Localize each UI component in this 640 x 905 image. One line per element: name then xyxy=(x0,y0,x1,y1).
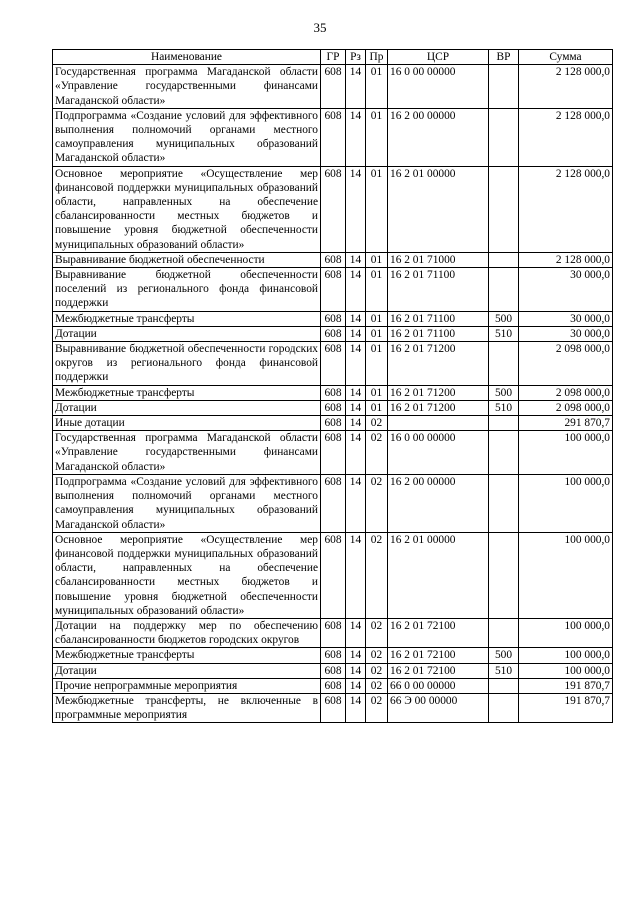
cell-rz: 14 xyxy=(346,108,366,166)
cell-rz: 14 xyxy=(346,311,366,326)
cell-gr: 608 xyxy=(321,532,346,618)
cell-rz: 14 xyxy=(346,166,366,252)
cell-pr: 01 xyxy=(366,108,388,166)
cell-vr: 500 xyxy=(489,385,519,400)
table-row xyxy=(53,385,613,400)
cell-rz: 14 xyxy=(346,385,366,400)
cell-rz: 14 xyxy=(346,532,366,618)
cell-rz: 14 xyxy=(346,678,366,693)
cell-rz: 14 xyxy=(346,326,366,341)
cell-vr: 510 xyxy=(489,326,519,341)
cell-pr: 01 xyxy=(366,342,388,386)
cell-gr: 608 xyxy=(321,166,346,252)
cell-name: Государственная программа Магаданской области «Управление государственными финансами Магаданской области» xyxy=(53,65,321,109)
table-row xyxy=(53,532,613,618)
cell-name: Межбюджетные трансферты xyxy=(53,311,321,326)
cell-rz: 14 xyxy=(346,252,366,267)
table-row xyxy=(53,663,613,678)
table-row xyxy=(53,65,613,109)
header-vr: ВР xyxy=(489,50,519,65)
table-row xyxy=(53,618,613,647)
cell-rz: 14 xyxy=(346,342,366,386)
cell-vr xyxy=(489,678,519,693)
cell-vr xyxy=(489,618,519,647)
cell-vr xyxy=(489,108,519,166)
cell-vr: 500 xyxy=(489,648,519,663)
cell-name: Иные дотации xyxy=(53,416,321,431)
cell-pr: 01 xyxy=(366,252,388,267)
cell-name: Основное мероприятие «Осуществление мер финансовой поддержки муниципальных образований области, направленных на обеспечение сбалансированности местных бюджетов и повышение уровня бюджетной обеспеченности муниципальных образований области» xyxy=(53,532,321,618)
cell-name: Выравнивание бюджетной обеспеченности поселений из регионального фонда финансовой поддержки xyxy=(53,268,321,312)
cell-sum: 2 128 000,0 xyxy=(519,65,613,109)
cell-sum: 30 000,0 xyxy=(519,311,613,326)
table-row xyxy=(53,268,613,312)
cell-sum: 30 000,0 xyxy=(519,326,613,341)
cell-pr: 01 xyxy=(366,166,388,252)
cell-pr: 02 xyxy=(366,648,388,663)
cell-pr: 02 xyxy=(366,663,388,678)
cell-gr: 608 xyxy=(321,400,346,415)
table-header-row xyxy=(53,50,613,65)
header-name: Наименование xyxy=(53,50,321,65)
cell-csr: 16 2 01 72100 xyxy=(388,618,489,647)
cell-vr xyxy=(489,693,519,722)
cell-name: Межбюджетные трансферты xyxy=(53,648,321,663)
cell-vr: 510 xyxy=(489,400,519,415)
cell-csr: 16 2 00 00000 xyxy=(388,474,489,532)
header-csr: ЦСР xyxy=(388,50,489,65)
table-row xyxy=(53,431,613,475)
cell-gr: 608 xyxy=(321,618,346,647)
cell-gr: 608 xyxy=(321,648,346,663)
cell-sum: 2 098 000,0 xyxy=(519,385,613,400)
cell-gr: 608 xyxy=(321,663,346,678)
cell-gr: 608 xyxy=(321,385,346,400)
cell-name: Подпрограмма «Создание условий для эффективного выполнения полномочий органами местного самоуправления муниципальных образований Магаданской области» xyxy=(53,474,321,532)
cell-name: Прочие непрограммные мероприятия xyxy=(53,678,321,693)
cell-sum: 30 000,0 xyxy=(519,268,613,312)
table-row xyxy=(53,648,613,663)
cell-csr: 16 2 01 71200 xyxy=(388,400,489,415)
cell-csr: 66 0 00 00000 xyxy=(388,678,489,693)
cell-pr: 02 xyxy=(366,431,388,475)
cell-gr: 608 xyxy=(321,416,346,431)
cell-vr xyxy=(489,252,519,267)
cell-gr: 608 xyxy=(321,431,346,475)
cell-name: Подпрограмма «Создание условий для эффективного выполнения полномочий органами местного самоуправления муниципальных образований Магаданской области» xyxy=(53,108,321,166)
cell-vr: 510 xyxy=(489,663,519,678)
cell-gr: 608 xyxy=(321,65,346,109)
cell-name: Дотации xyxy=(53,326,321,341)
cell-gr: 608 xyxy=(321,678,346,693)
header-sum: Сумма xyxy=(519,50,613,65)
cell-pr: 01 xyxy=(366,65,388,109)
cell-csr: 16 2 01 71100 xyxy=(388,268,489,312)
cell-rz: 14 xyxy=(346,400,366,415)
cell-sum: 100 000,0 xyxy=(519,618,613,647)
cell-sum: 100 000,0 xyxy=(519,532,613,618)
cell-pr: 02 xyxy=(366,474,388,532)
cell-gr: 608 xyxy=(321,311,346,326)
cell-name: Выравнивание бюджетной обеспеченности городских округов из регионального фонда финансовой поддержки xyxy=(53,342,321,386)
cell-rz: 14 xyxy=(346,693,366,722)
cell-csr: 16 2 01 71100 xyxy=(388,326,489,341)
cell-csr: 16 0 00 00000 xyxy=(388,431,489,475)
cell-vr: 500 xyxy=(489,311,519,326)
cell-vr xyxy=(489,474,519,532)
table-row xyxy=(53,326,613,341)
cell-sum: 191 870,7 xyxy=(519,678,613,693)
cell-name: Межбюджетные трансферты, не включенные в программные мероприятия xyxy=(53,693,321,722)
cell-csr xyxy=(388,416,489,431)
cell-gr: 608 xyxy=(321,474,346,532)
cell-gr: 608 xyxy=(321,252,346,267)
cell-rz: 14 xyxy=(346,618,366,647)
cell-pr: 01 xyxy=(366,385,388,400)
cell-sum: 2 128 000,0 xyxy=(519,108,613,166)
cell-name: Выравнивание бюджетной обеспеченности xyxy=(53,252,321,267)
cell-rz: 14 xyxy=(346,268,366,312)
cell-vr xyxy=(489,416,519,431)
cell-name: Межбюджетные трансферты xyxy=(53,385,321,400)
cell-name: Основное мероприятие «Осуществление мер финансовой поддержки муниципальных образований области, направленных на обеспечение сбалансированности местных бюджетов и повышение уровня бюджетной обеспеченности муниципальных образований области» xyxy=(53,166,321,252)
cell-sum: 2 128 000,0 xyxy=(519,166,613,252)
cell-csr: 16 2 01 71200 xyxy=(388,385,489,400)
header-rz: Рз xyxy=(346,50,366,65)
page-number: 35 xyxy=(313,20,327,35)
cell-pr: 02 xyxy=(366,618,388,647)
cell-pr: 01 xyxy=(366,268,388,312)
cell-gr: 608 xyxy=(321,693,346,722)
table-row xyxy=(53,342,613,386)
cell-csr: 16 2 01 71200 xyxy=(388,342,489,386)
cell-csr: 16 2 01 71000 xyxy=(388,252,489,267)
cell-pr: 02 xyxy=(366,532,388,618)
cell-rz: 14 xyxy=(346,431,366,475)
table-row xyxy=(53,416,613,431)
cell-gr: 608 xyxy=(321,326,346,341)
cell-csr: 16 2 01 00000 xyxy=(388,166,489,252)
table-row xyxy=(53,166,613,252)
cell-pr: 02 xyxy=(366,678,388,693)
cell-vr xyxy=(489,431,519,475)
cell-vr xyxy=(489,65,519,109)
cell-gr: 608 xyxy=(321,268,346,312)
cell-vr xyxy=(489,342,519,386)
cell-rz: 14 xyxy=(346,416,366,431)
cell-sum: 2 098 000,0 xyxy=(519,342,613,386)
cell-vr xyxy=(489,268,519,312)
table-row xyxy=(53,474,613,532)
cell-pr: 01 xyxy=(366,400,388,415)
cell-csr: 16 0 00 00000 xyxy=(388,65,489,109)
cell-sum: 100 000,0 xyxy=(519,663,613,678)
table-row xyxy=(53,693,613,722)
cell-rz: 14 xyxy=(346,65,366,109)
header-gr: ГР xyxy=(321,50,346,65)
cell-csr: 16 2 01 72100 xyxy=(388,648,489,663)
table-row xyxy=(53,400,613,415)
cell-sum: 100 000,0 xyxy=(519,431,613,475)
table-row xyxy=(53,678,613,693)
cell-sum: 2 128 000,0 xyxy=(519,252,613,267)
cell-sum: 2 098 000,0 xyxy=(519,400,613,415)
header-pr: Пр xyxy=(366,50,388,65)
cell-sum: 191 870,7 xyxy=(519,693,613,722)
cell-vr xyxy=(489,532,519,618)
budget-table xyxy=(52,49,613,723)
cell-csr: 16 2 00 00000 xyxy=(388,108,489,166)
cell-sum: 100 000,0 xyxy=(519,474,613,532)
table-row xyxy=(53,311,613,326)
table-body xyxy=(53,65,613,723)
cell-rz: 14 xyxy=(346,663,366,678)
cell-csr: 66 Э 00 00000 xyxy=(388,693,489,722)
cell-rz: 14 xyxy=(346,648,366,663)
cell-name: Дотации xyxy=(53,663,321,678)
cell-vr xyxy=(489,166,519,252)
table-row xyxy=(53,108,613,166)
cell-name: Дотации на поддержку мер по обеспечению сбалансированности бюджетов городских округов xyxy=(53,618,321,647)
cell-pr: 01 xyxy=(366,326,388,341)
cell-pr: 02 xyxy=(366,693,388,722)
cell-pr: 01 xyxy=(366,311,388,326)
cell-sum: 100 000,0 xyxy=(519,648,613,663)
cell-sum: 291 870,7 xyxy=(519,416,613,431)
cell-csr: 16 2 01 00000 xyxy=(388,532,489,618)
cell-gr: 608 xyxy=(321,342,346,386)
cell-csr: 16 2 01 71100 xyxy=(388,311,489,326)
cell-pr: 02 xyxy=(366,416,388,431)
cell-name: Государственная программа Магаданской области «Управление государственными финансами Магаданской области» xyxy=(53,431,321,475)
cell-rz: 14 xyxy=(346,474,366,532)
table-row xyxy=(53,252,613,267)
cell-csr: 16 2 01 72100 xyxy=(388,663,489,678)
cell-gr: 608 xyxy=(321,108,346,166)
cell-name: Дотации xyxy=(53,400,321,415)
